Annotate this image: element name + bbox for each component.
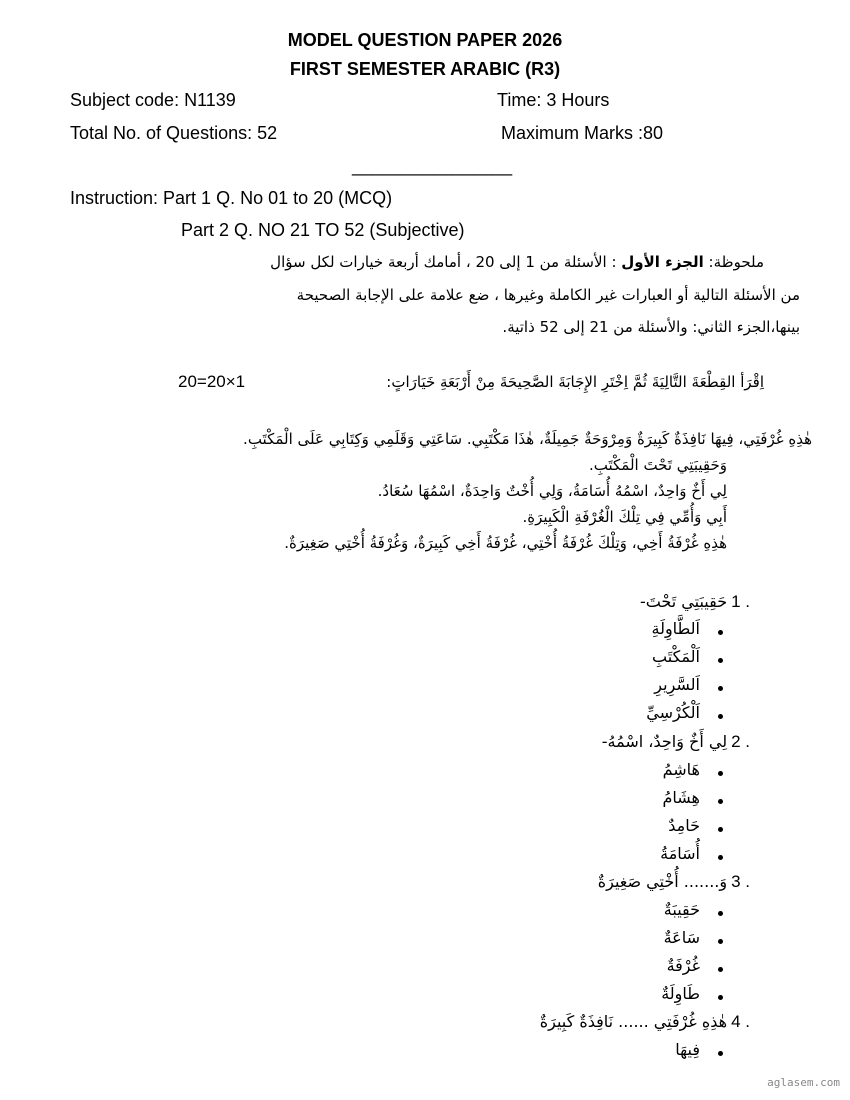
- question-4: [540, 1012, 750, 1032]
- question-4-text: هٰذِهِ غُرْفَتِي ...... نَافِذَةٌ كَبِيرَةٌ: [539, 1012, 728, 1031]
- question-1: [640, 592, 750, 612]
- subject-code: Subject code: N1139: [70, 90, 236, 110]
- question-1-text: حَقِيبَتِي تَحْتَ-: [639, 592, 728, 611]
- bullet-icon: [718, 799, 723, 804]
- instruction-line-2: Part 2 Q. NO 21 TO 52 (Subjective): [181, 220, 465, 240]
- passage-line-2: وَحَقِيبَتِي تَحْتَ الْمَكْتَبِ.: [588, 456, 727, 474]
- q2-option-4: أُسَامَةُ: [660, 844, 700, 863]
- total-questions: Total No. of Questions: 52: [70, 123, 278, 143]
- note-line-1-text: : الأسئلة من 1 إلى 20 ، أمامك أربعة خيارات لكل سؤال: [270, 253, 617, 271]
- bullet-icon: [718, 911, 723, 916]
- q1-option-2: اَلْمَكْتَبِ: [652, 647, 700, 666]
- passage-line-4: أَبِي وَأُمِّي فِي تِلْكَ الْغُرْفَةِ الْكَبِيرَةِ.: [522, 508, 727, 526]
- bullet-icon: [718, 771, 723, 776]
- q1-option-4: اَلْكُرْسِيِّ: [646, 703, 700, 722]
- question-1-number: 1 .: [731, 592, 750, 611]
- bullet-icon: [718, 686, 723, 691]
- q4-option-1: فِيهَا: [675, 1040, 700, 1059]
- paper-title: MODEL QUESTION PAPER 2026: [287, 30, 563, 50]
- q2-option-1: هَاشِمُ: [662, 760, 700, 779]
- bullet-icon: [718, 827, 723, 832]
- maximum-marks: Maximum Marks :80: [501, 123, 664, 143]
- passage-line-5: هٰذِهِ غُرْفَةُ أَخِي، وَتِلْكَ غُرْفَةُ أُخْتِي، غُرْفَةُ أَخِي كَبِيرَةٌ، وَغُرْفَةُ أُخْتِي صَغِيرَةٌ.: [284, 534, 727, 552]
- question-2-text: لِي أَخٌ وَاحِدٌ، اسْمُهُ-: [601, 732, 728, 751]
- q2-option-2: هِشَامُ: [662, 788, 700, 807]
- arabic-note-line-1: [270, 253, 764, 271]
- instruction-line-1: Instruction: Part 1 Q. No 01 to 20 (MCQ): [70, 188, 393, 208]
- section-marks: 20=20×1: [178, 372, 246, 391]
- bullet-icon: [718, 995, 723, 1000]
- question-3-text: وَ....... أُخْتِي صَغِيرَةٌ: [597, 872, 728, 891]
- paper-subtitle: FIRST SEMESTER ARABIC (R3): [289, 59, 561, 79]
- q1-option-3: اَلسَّرِيرِ: [654, 675, 700, 694]
- q3-option-4: طَاوِلَةٌ: [661, 984, 700, 1003]
- q1-option-1: اَلطَّاوِلَةِ: [651, 619, 700, 638]
- watermark-url: aglasem.com: [767, 1076, 840, 1089]
- question-2: [602, 732, 750, 752]
- bullet-icon: [718, 630, 723, 635]
- bullet-icon: [718, 967, 723, 972]
- question-2-number: 2 .: [731, 732, 750, 751]
- arabic-note-line-2: من الأسئلة التالية أو العبارات غير الكاملة وغيرها ، ضع علامة على الإجابة الصحيحة: [296, 286, 800, 304]
- passage-line-1: هٰذِهِ غُرْفَتِي، فِيهَا نَافِذَةٌ كَبِيرَةٌ وَمِرْوَحَةٌ جَمِيلَةٌ، هٰذَا مَكْتَبِي. سَاعَتِي وَقَلَمِي وَكِتَابِي عَلَى الْمَكْتَبِ.: [243, 430, 812, 448]
- bullet-icon: [718, 855, 723, 860]
- passage-line-3: لِي أَخٌ وَاحِدٌ، اسْمُهُ أُسَامَةُ، وَلِي أُخْتٌ وَاحِدَةٌ، اسْمُهَا سُعَادُ.: [377, 482, 727, 500]
- q3-option-2: سَاعَةٌ: [663, 928, 700, 947]
- arabic-note-line-3: بينها،الجزء الثاني: والأسئلة من 21 إلى 52 ذاتية.: [502, 318, 800, 336]
- bullet-icon: [718, 939, 723, 944]
- bullet-icon: [718, 714, 723, 719]
- question-4-number: 4 .: [731, 1012, 750, 1031]
- bullet-icon: [718, 658, 723, 663]
- divider-line: ________________: [352, 156, 513, 176]
- question-3-number: 3 .: [731, 872, 750, 891]
- bullet-icon: [718, 1051, 723, 1056]
- section-instruction: اِقْرَأ القِطْعَةَ التَّالِيَةَ ثُمَّ اِخْتَرِ الإِجَابَةَ الصَّحِيحَةَ مِنْ أَرْبَعَةِ خَيَارَاتٍ:: [386, 373, 764, 391]
- exam-time: Time: 3 Hours: [497, 90, 610, 110]
- q3-option-1: حَقِيبَةٌ: [663, 900, 700, 919]
- q3-option-3: غُرْفَةٌ: [666, 956, 700, 975]
- note-label: ملحوظة:: [708, 253, 764, 271]
- q2-option-3: حَامِدٌ: [668, 816, 700, 835]
- note-part-label: الجزء الأول: [621, 253, 704, 271]
- question-3: [598, 872, 750, 892]
